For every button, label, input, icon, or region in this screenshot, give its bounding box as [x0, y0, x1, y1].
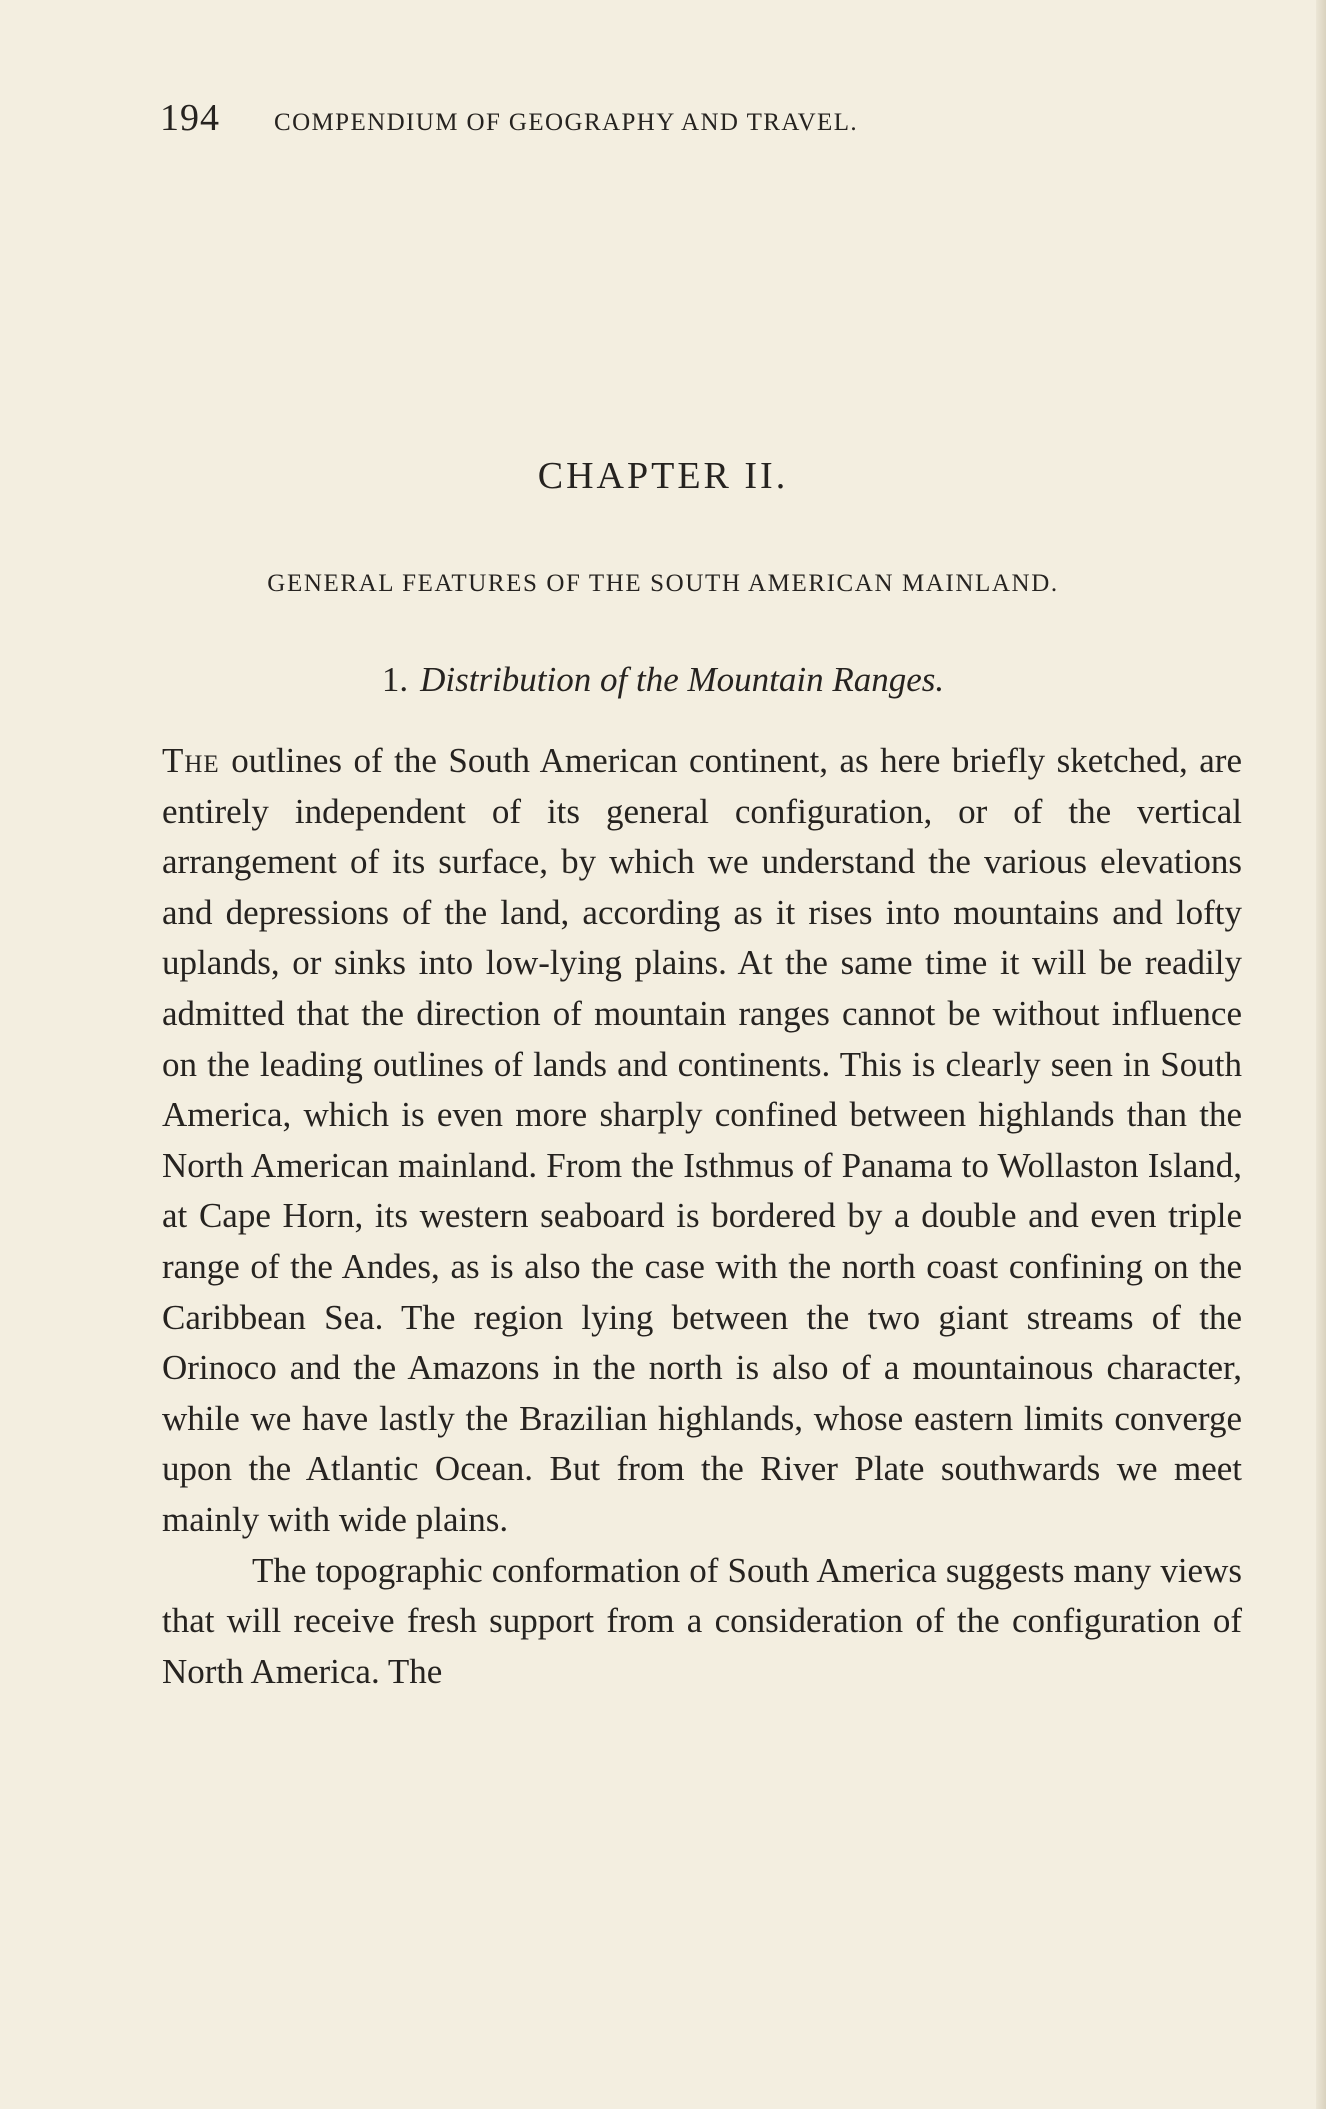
- section-heading: [0, 660, 1326, 700]
- chapter-subtitle: GENERAL FEATURES OF THE SOUTH AMERICAN MAINLAND.: [267, 570, 1059, 597]
- page-number: 194: [160, 97, 220, 139]
- paragraph-1-text: outlines of the South American continent, as here briefly sketched, are entirely independent of its general configuration, or of the vertical arrangement of its surface, by which we understand the various elevations and depressions of the land, according as it rises into mountains and lofty uplands, or sinks into low-lying plains. At the same time it will be readily admitted that the direction of mountain ranges cannot be without influence on the leading outlines of lands and continents. This is clearly seen in South America, which is even more sharply confined between highlands than the North American mainland. From the Isthmus of Panama to Wollaston Island, at Cape Horn, its western seaboard is bordered by a double and even triple range of the Andes, as is also the case with the north coast confining on the Caribbean Sea. The region lying between the two giant streams of the Orinoco and the Amazons in the north is also of a mountainous character, while we have lastly the Brazilian highlands, whose eastern limits converge upon the Atlantic Ocean. But from the River Plate southwards we meet mainly with wide plains.: [162, 741, 1242, 1539]
- page-edge-shadow: [1316, 0, 1326, 2109]
- section-number: 1.: [381, 660, 409, 699]
- body-text: [162, 736, 1242, 1697]
- chapter-title: CHAPTER II.: [537, 455, 789, 497]
- paragraph-1: [162, 736, 1242, 1546]
- running-head: [160, 96, 1260, 140]
- paragraph-1-lead-word: The: [162, 741, 220, 780]
- section-title: Distribution of the Mountain Ranges.: [420, 660, 945, 699]
- paragraph-2: The topographic conformation of South America suggests many views that will receive fresh support from a consideration of the configuration of North America. The: [162, 1550, 1242, 1691]
- running-title: COMPENDIUM OF GEOGRAPHY AND TRAVEL.: [274, 109, 859, 136]
